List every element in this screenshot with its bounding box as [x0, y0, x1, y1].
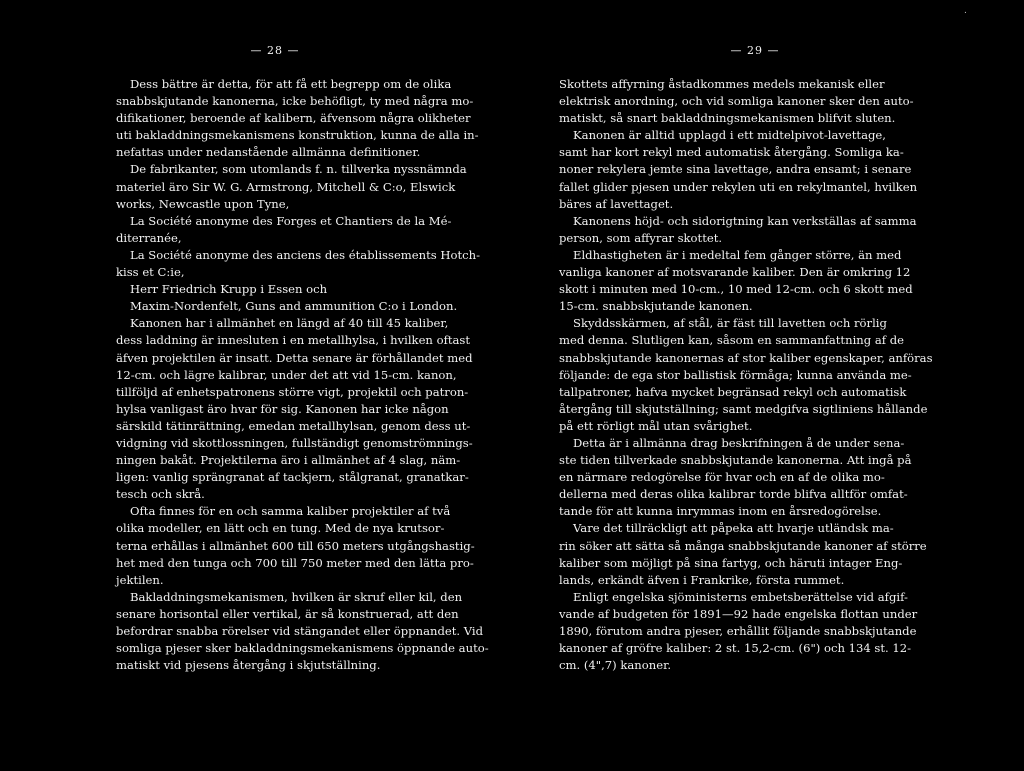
text-line: dess laddning är innesluten i en metallhylsa, i hvilken oftast — [116, 333, 471, 348]
text-line: 1890, förutom andra pjeser, erhållit följande snabbskjutande — [559, 624, 917, 638]
text-line: dellerna med deras olika kalibrar torde blifva alltför omfat- — [559, 487, 908, 502]
text-line: Detta är i allmänna drag beskrifningen å de under sena- — [573, 435, 905, 450]
page-number: — 29 — — [730, 44, 780, 57]
text-line: matiskt vid pjesens återgång i skjutställning. — [116, 658, 381, 673]
text-line: Ofta finnes för en och samma kaliber projektiler af två — [130, 504, 451, 519]
text-line: snabbskjutande kanonerna, icke behöfligt, ty med några mo- — [116, 94, 474, 109]
text-line: difikationer, beroende af kalibern, äfvensom några olikheter — [116, 111, 471, 126]
text-line: cm. (4",7) kanoner. — [559, 658, 672, 673]
text-line: återgång till skjutställning; samt medgifva sigtliniens hållande — [559, 401, 928, 416]
text-line: La Société anonyme des anciens des établissements Hotch- — [130, 247, 481, 262]
text-line: samt har kort rekyl med automatisk återgång. Somliga ka- — [559, 145, 904, 160]
page-text — [559, 76, 966, 674]
scan-speck: . — [964, 6, 967, 16]
text-line: person, som affyrar skottet. — [559, 230, 723, 245]
text-line: skott i minuten med 10-cm., 10 med 12-cm. och 6 skott med — [559, 282, 913, 297]
text-line: het med den tunga och 700 till 750 meter med den lätta pro- — [116, 555, 474, 570]
text-line: bäres af lavettaget. — [559, 196, 674, 211]
text-line: snabbskjutande kanonernas af stor kaliber egenskaper, anföras — [559, 350, 933, 365]
text-line: hylsa vanligast äro hvar för sig. Kanonen har icke någon — [116, 401, 449, 416]
text-line: 15-cm. snabbskjutande kanonen. — [559, 299, 753, 314]
text-line: äfven projektilen är insatt. Detta senare är förhållandet med — [116, 350, 473, 365]
text-line: ligen: vanlig sprängranat af tackjern, stålgranat, granatkar- — [116, 470, 469, 485]
text-line: Maxim-Nordenfelt, Guns and ammunition C:o i London. — [130, 299, 458, 314]
text-line: på ett rörligt mål utan svårighet. — [559, 418, 753, 433]
text-line: tande för att kunna inrymmas inom en årsredogörelse. — [559, 504, 882, 519]
text-line: senare horisontal eller vertikal, är så konstruerad, att den — [116, 606, 459, 621]
text-line: elektrisk anordning, och vid somliga kanoner sker den auto- — [559, 94, 914, 109]
text-line: Dess bättre är detta, för att få ett begrepp om de olika — [130, 77, 452, 91]
text-line: jektilen. — [116, 572, 164, 587]
text-line: följande: de ega stor ballistisk förmåga; kunna använda me- — [559, 367, 912, 382]
text-line: särskild tätinrättning, emedan metallhylsan, genom dess ut- — [116, 418, 471, 433]
text-line: Eldhastigheten är i medeltal fem gånger större, än med — [573, 247, 902, 262]
text-line: Kanonen har i allmänhet en längd af 40 till 45 kaliber, — [130, 316, 449, 331]
text-line: Bakladdningsmekanismen, hvilken är skruf eller kil, den — [130, 589, 463, 604]
text-line: tallpatroner, hafva mycket begränsad rekyl och automatisk — [559, 384, 907, 399]
text-line: Skottets affyrning åstadkommes medels mekanisk eller — [559, 77, 885, 91]
page-text — [116, 76, 503, 674]
text-line: befordrar snabba rörelser vid stängandet eller öppnandet. Vid — [116, 624, 484, 638]
text-line: tesch och skrå. — [116, 487, 205, 502]
text-line: 12-cm. och lägre kalibrar, under det att vid 15-cm. kanon, — [116, 367, 457, 382]
text-line: vande af budgeten för 1891—92 hade engelska flottan under — [559, 606, 918, 621]
text-line: vidgning vid skottlossningen, fullständigt genomströmnings- — [116, 435, 473, 450]
text-line: La Société anonyme des Forges et Chantiers de la Mé- — [130, 213, 452, 228]
text-line: nefattas under nedanstående allmänna definitioner. — [116, 145, 421, 160]
text-line: noner rekylera jemte sina lavettage, andra ensamt; i senare — [559, 162, 912, 177]
text-line: diterranée, — [116, 230, 182, 245]
text-line: terna erhållas i allmänhet 600 till 650 meters utgångshastig- — [116, 538, 475, 553]
text-line: kanoner af gröfre kaliber: 2 st. 15,2-cm. (6") och 134 st. 12- — [559, 641, 912, 656]
text-line: Herr Friedrich Krupp i Essen och — [130, 282, 328, 297]
text-line: De fabrikanter, som utomlands f. n. tillverka nyssnämnda — [130, 162, 467, 177]
page-number: — 28 — — [250, 44, 300, 57]
text-line: vanliga kanoner af motsvarande kaliber. Den är omkring 12 — [559, 265, 911, 280]
text-line: tillföljd af enhetspatronens större vigt, projektil och patron- — [116, 384, 469, 399]
text-line: lands, erkändt äfven i Frankrike, första rummet. — [559, 572, 845, 587]
text-line: materiel äro Sir W. G. Armstrong, Mitchell & C:o, Elswick — [116, 179, 456, 194]
text-line: Kanonen är alltid upplagd i ett midtelpivot-lavettage, — [573, 128, 886, 143]
text-line: Kanonens höjd- och sidorigtning kan verkställas af samma — [573, 213, 917, 228]
text-line: somliga pjeser sker bakladdningsmekanismens öppnande auto- — [116, 641, 489, 656]
text-line: med denna. Slutligen kan, såsom en sammanfattning af de — [559, 333, 905, 348]
text-line: Vare det tillräckligt att påpeka att hvarje utländsk ma- — [573, 521, 894, 536]
text-line: kaliber som möjligt på sina fartyg, och häruti intager Eng- — [559, 555, 903, 570]
text-line: rin söker att sätta så många snabbskjutande kanoner af större — [559, 538, 927, 553]
right-page — [512, 0, 1024, 771]
text-line: uti bakladdningsmekanismens konstruktion, kunna de alla in- — [116, 128, 479, 143]
text-line: Skyddsskärmen, af stål, är fäst till lavetten och rörlig — [573, 316, 887, 331]
text-line: ste tiden tillverkade snabbskjutande kanonerna. Att ingå på — [559, 453, 912, 468]
text-line: fallet glider pjesen under rekylen uti en rekylmantel, hvilken — [559, 179, 918, 194]
text-line: matiskt, så snart bakladdningsmekanismen blifvit sluten. — [559, 111, 896, 126]
text-line: en närmare redogörelse för hvar och en af de olika mo- — [559, 470, 885, 485]
text-line: Enligt engelska sjöministerns embetsberättelse vid afgif- — [573, 589, 908, 604]
text-line: olika modeller, en lätt och en tung. Med de nya krutsor- — [116, 521, 445, 536]
text-line: ningen bakåt. Projektilerna äro i allmänhet af 4 slag, näm- — [116, 453, 461, 468]
text-line: kiss et C:ie, — [116, 265, 185, 280]
text-line: works, Newcastle upon Tyne, — [116, 196, 290, 211]
